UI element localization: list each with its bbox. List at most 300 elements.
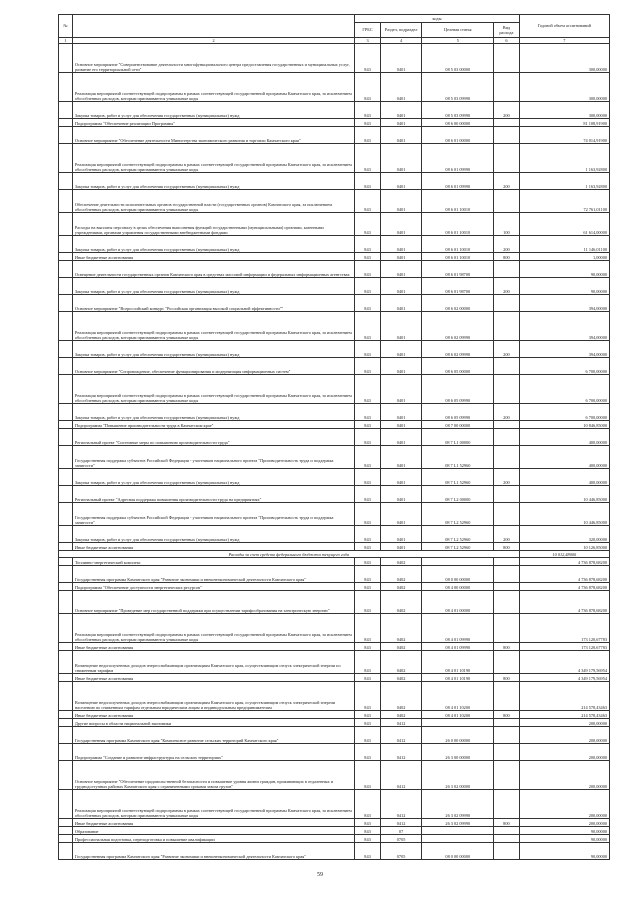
- table-row: [59, 526, 610, 543]
- row-grbs: 843: [355, 446, 380, 469]
- row-name: Основное мероприятие "Всероссийский конкурс "Российская организация высокой социальной эффективности"": [72, 295, 354, 312]
- row-num: [59, 446, 73, 469]
- header-num: №: [59, 15, 73, 38]
- row-name: Государственная программа Камчатского края "Развитие экономики и внешнеэкономической деятельности Камчатского края": [72, 566, 354, 583]
- row-grbs: 843: [355, 375, 380, 404]
- row-target-article: 08 4 01 09990: [422, 614, 494, 643]
- row-sum: 214 578,43463: [519, 711, 609, 719]
- row-num: [59, 591, 73, 614]
- table-row: [59, 711, 610, 719]
- row-grbs: 843: [355, 503, 380, 526]
- row-name: Основное мероприятие "Совершенствование деятельности многофункционального центра предоставления государственных и муниципальных услуг, развитие его территориальной сети": [72, 44, 354, 73]
- row-expense-type: [494, 790, 520, 819]
- row-num: [59, 682, 73, 711]
- row-razdel: 0402: [380, 558, 422, 566]
- row-razdel: 0401: [380, 144, 422, 173]
- row-grbs: 843: [355, 190, 380, 213]
- row-name: Иные бюджетные ассигнования: [72, 253, 354, 261]
- column-index: 1: [59, 38, 73, 44]
- row-sum: 200,00000: [519, 719, 609, 727]
- row-sum: 74 014,91900: [519, 127, 609, 144]
- row-sum: 173 120,67783: [519, 643, 609, 651]
- row-num: [59, 469, 73, 486]
- row-num: [59, 253, 73, 261]
- row-target-article: 08 4 00 00000: [422, 583, 494, 591]
- row-name: Возмещение недополученных доходов энергоснабжающим организациям Камчатского края, осуществляющим отпуск электрической энергии по сниженным тарифам: [72, 651, 354, 674]
- row-name: Подпрограмма "Создание и развитие инфраструктуры на сельских территориях": [72, 744, 354, 761]
- row-razdel: 0412: [380, 744, 422, 761]
- row-sum: 4 736 878,68200: [519, 583, 609, 591]
- row-expense-type: [494, 651, 520, 674]
- row-target-article: 08 6 01 10010: [422, 236, 494, 253]
- row-target-article: 08 6 01 10010: [422, 213, 494, 236]
- row-grbs: 843: [355, 421, 380, 429]
- row-razdel: 0401: [380, 253, 422, 261]
- row-expense-type: 200: [494, 102, 520, 119]
- row-razdel: 0402: [380, 614, 422, 643]
- row-target-article: 26 3 02 09990: [422, 819, 494, 827]
- table-row: [59, 835, 610, 843]
- table-row: [59, 119, 610, 127]
- row-grbs: 843: [355, 213, 380, 236]
- row-name: Другие вопросы в области национальной экономики: [72, 719, 354, 727]
- row-razdel: 0401: [380, 190, 422, 213]
- row-grbs: 843: [355, 835, 380, 843]
- row-sum: 4 736 878,68200: [519, 591, 609, 614]
- row-expense-type: 800: [494, 711, 520, 719]
- row-razdel: 0402: [380, 583, 422, 591]
- header-row-1: [59, 15, 610, 23]
- row-num: [59, 119, 73, 127]
- row-grbs: 843: [355, 253, 380, 261]
- table-row: [59, 719, 610, 727]
- row-target-article: 08 6 05 09990: [422, 375, 494, 404]
- row-razdel: 0401: [380, 421, 422, 429]
- row-target-article: 26 3 02 09990: [422, 790, 494, 819]
- row-razdel: 0412: [380, 761, 422, 790]
- row-expense-type: [494, 421, 520, 429]
- row-num: [59, 190, 73, 213]
- row-target-article: 08 6 01 98700: [422, 278, 494, 295]
- row-sum: 1,00000: [519, 253, 609, 261]
- row-expense-type: [494, 44, 520, 73]
- row-razdel: 0401: [380, 341, 422, 358]
- row-sum: 6 700,00000: [519, 358, 609, 375]
- row-expense-type: [494, 119, 520, 127]
- table-body: [59, 44, 610, 860]
- row-sum: 300,00000: [519, 73, 609, 102]
- row-grbs: 843: [355, 44, 380, 73]
- row-razdel: 0412: [380, 790, 422, 819]
- table-row: [59, 278, 610, 295]
- row-razdel: 0705: [380, 835, 422, 843]
- row-num: [59, 127, 73, 144]
- row-name: Иные бюджетные ассигнования: [72, 819, 354, 827]
- row-sum: 200,00000: [519, 744, 609, 761]
- row-target-article: 08 5 03 09990: [422, 102, 494, 119]
- row-target-article: [422, 558, 494, 566]
- row-num: [59, 278, 73, 295]
- row-sum: 394,00000: [519, 295, 609, 312]
- row-target-article: 08 7 L2 52960: [422, 526, 494, 543]
- row-expense-type: [494, 190, 520, 213]
- row-name: Подпрограмма "Обеспечение доступности энергетических ресурсов": [72, 583, 354, 591]
- row-expense-type: [494, 312, 520, 341]
- row-num: [59, 790, 73, 819]
- row-grbs: 843: [355, 236, 380, 253]
- row-grbs: 843: [355, 127, 380, 144]
- row-num: [59, 543, 73, 551]
- row-name: Иные бюджетные ассигнования: [72, 711, 354, 719]
- row-name: Иные бюджетные ассигнования: [72, 543, 354, 551]
- table-row: [59, 558, 610, 566]
- row-expense-type: [494, 429, 520, 446]
- row-num: [59, 719, 73, 727]
- row-grbs: 843: [355, 429, 380, 446]
- row-num: [59, 102, 73, 119]
- row-expense-type: [494, 375, 520, 404]
- row-grbs: 843: [355, 583, 380, 591]
- row-expense-type: 100: [494, 213, 520, 236]
- row-grbs: 843: [355, 526, 380, 543]
- table-row: [59, 404, 610, 421]
- row-num: [59, 375, 73, 404]
- row-expense-type: 200: [494, 173, 520, 190]
- row-name: Закупка товаров, работ и услуг для обеспечения государственных (муниципальных) нужд: [72, 102, 354, 119]
- row-target-article: 08 6 01 98700: [422, 261, 494, 278]
- row-expense-type: [494, 719, 520, 727]
- row-target-article: 26 3 00 00000: [422, 744, 494, 761]
- row-target-article: 08 7 L2 52960: [422, 503, 494, 526]
- row-name: Обеспечение деятельности исполнительных органов государственной власти (государственных органов) Камчатского края, за исключением обособленных расходов, которым присваиваются уникальные коды: [72, 190, 354, 213]
- table-row: [59, 643, 610, 651]
- row-target-article: 08 6 01 00000: [422, 127, 494, 144]
- header-cs: Целевая статья: [422, 23, 494, 38]
- row-grbs: 843: [355, 711, 380, 719]
- row-razdel: 0401: [380, 173, 422, 190]
- row-razdel: 0402: [380, 591, 422, 614]
- row-name: Образование: [72, 827, 354, 835]
- row-grbs: 843: [355, 469, 380, 486]
- row-num: [59, 835, 73, 843]
- row-razdel: 0402: [380, 643, 422, 651]
- header-sum: Годовой объем ассигнований: [519, 15, 609, 38]
- row-target-article: 08 4 01 10190: [422, 651, 494, 674]
- budget-page: [58, 14, 610, 860]
- table-row: [59, 236, 610, 253]
- budget-table: [58, 14, 610, 860]
- row-target-article: 26 3 02 00000: [422, 761, 494, 790]
- row-name: Иные бюджетные ассигнования: [72, 674, 354, 682]
- row-target-article: 08 4 01 09990: [422, 643, 494, 651]
- table-row: [59, 295, 610, 312]
- row-target-article: 08 4 01 10200: [422, 711, 494, 719]
- row-sum: 10 446,85000: [519, 486, 609, 503]
- table-row: [59, 583, 610, 591]
- row-name: Государственная программа Камчатского края "Развитие экономики и внешнеэкономической деятельности Камчатского края": [72, 843, 354, 860]
- row-num: [59, 358, 73, 375]
- row-expense-type: [494, 591, 520, 614]
- table-row: [59, 727, 610, 744]
- row-num: [59, 614, 73, 643]
- header-codes: коды: [355, 15, 519, 23]
- row-grbs: 843: [355, 643, 380, 651]
- row-sum: 400,00000: [519, 429, 609, 446]
- row-grbs: 843: [355, 278, 380, 295]
- row-grbs: 843: [355, 843, 380, 860]
- row-expense-type: 800: [494, 674, 520, 682]
- row-grbs: 843: [355, 73, 380, 102]
- row-target-article: 08 5 03 09990: [422, 73, 494, 102]
- row-expense-type: [494, 583, 520, 591]
- table-row: [59, 375, 610, 404]
- table-row: [59, 682, 610, 711]
- page-number: 59: [317, 872, 323, 878]
- header-razdel: Раздел, подраздел: [380, 23, 422, 38]
- table-row: [59, 591, 610, 614]
- row-expense-type: [494, 503, 520, 526]
- row-name: Основное мероприятие "Обеспечение продовольственной безопасности и повышение уровня жизни граждан, проживающих в отдаленных и труднодоступных районах Камчатского края с ограниченными сроками завоза грузов": [72, 761, 354, 790]
- row-name: Основное мероприятие "Проведение мер государственной поддержки при осуществлении тарифообразования на электрическую энергию": [72, 591, 354, 614]
- row-target-article: 08 7 L2 00000: [422, 486, 494, 503]
- row-razdel: 0401: [380, 127, 422, 144]
- row-razdel: 0412: [380, 727, 422, 744]
- row-target-article: 08 6 01 09990: [422, 173, 494, 190]
- row-grbs: 843: [355, 558, 380, 566]
- row-grbs: 843: [355, 119, 380, 127]
- row-razdel: 0402: [380, 711, 422, 719]
- row-grbs: 843: [355, 827, 380, 835]
- row-razdel: 0401: [380, 375, 422, 404]
- row-expense-type: [494, 614, 520, 643]
- row-name: Реализация мероприятий соответствующей подпрограммы в рамках соответствующей государственной программы Камчатского края, за исключением обособленных расходов, которым присваиваются уникальные коды: [72, 144, 354, 173]
- row-name: Подпрограмма "Повышение производительности труда в Камчатском крае": [72, 421, 354, 429]
- row-expense-type: [494, 761, 520, 790]
- table-row: [59, 102, 610, 119]
- row-sum: 90,00000: [519, 827, 609, 835]
- header-name: [72, 15, 354, 38]
- row-sum: 300,00000: [519, 102, 609, 119]
- table-row: [59, 761, 610, 790]
- row-num: [59, 827, 73, 835]
- row-target-article: [422, 827, 494, 835]
- table-row: [59, 674, 610, 682]
- row-num: [59, 261, 73, 278]
- row-target-article: 08 4 01 00000: [422, 591, 494, 614]
- row-razdel: 0401: [380, 73, 422, 102]
- row-razdel: 0402: [380, 674, 422, 682]
- row-num: [59, 674, 73, 682]
- row-sum: 4 349 179,56954: [519, 651, 609, 674]
- row-name: Государственная поддержка субъектов Российской Федерации - участников национального проекта "Производительность труда и поддержка занятости": [72, 503, 354, 526]
- row-target-article: [422, 835, 494, 843]
- row-sum: 81 108,91900: [519, 119, 609, 127]
- row-grbs: 843: [355, 682, 380, 711]
- row-target-article: 08 7 L1 52960: [422, 446, 494, 469]
- row-razdel: 0402: [380, 682, 422, 711]
- row-grbs: 843: [355, 261, 380, 278]
- row-razdel: 0401: [380, 312, 422, 341]
- row-grbs: 843: [355, 719, 380, 727]
- row-name: Реализация мероприятий соответствующей подпрограммы в рамках соответствующей государственной программы Камчатского края, за исключением обособленных расходов, которым присваиваются уникальные коды: [72, 790, 354, 819]
- table-row: [59, 843, 610, 860]
- table-row: [59, 651, 610, 674]
- row-num: [59, 744, 73, 761]
- table-row: [59, 566, 610, 583]
- row-grbs: 843: [355, 341, 380, 358]
- row-razdel: 0401: [380, 486, 422, 503]
- row-razdel: 0401: [380, 543, 422, 551]
- row-target-article: 08 4 01 10200: [422, 682, 494, 711]
- row-expense-type: [494, 843, 520, 860]
- table-row: [59, 312, 610, 341]
- row-name: Возмещение недополученных доходов энергоснабжающим организациям Камчатского края, осуществляющим отпуск электрической энергии населению по сниженным тарифам отдельным юридическим лицам и индивидуальным предпринимателям: [72, 682, 354, 711]
- row-grbs: 843: [355, 819, 380, 827]
- table-row: [59, 261, 610, 278]
- row-grbs: 843: [355, 102, 380, 119]
- row-sum: 11 146,01100: [519, 236, 609, 253]
- row-grbs: 843: [355, 744, 380, 761]
- row-num: [59, 404, 73, 421]
- row-name: Реализация мероприятий соответствующей подпрограммы в рамках соответствующей государственной программы Камчатского края, за исключением обособленных расходов, которым присваиваются уникальные коды: [72, 312, 354, 341]
- row-num: [59, 583, 73, 591]
- row-target-article: 08 6 01 09990: [422, 144, 494, 173]
- row-target-article: 08 7 00 00000: [422, 421, 494, 429]
- table-row: [59, 213, 610, 236]
- row-target-article: 08 6 00 00000: [422, 119, 494, 127]
- row-num: [59, 44, 73, 73]
- table-row: [59, 190, 610, 213]
- row-name: Региональный проект "Системные меры по повышению производительности труда": [72, 429, 354, 446]
- row-num: [59, 819, 73, 827]
- row-razdel: 0401: [380, 503, 422, 526]
- row-expense-type: 200: [494, 341, 520, 358]
- row-expense-type: 800: [494, 543, 520, 551]
- row-expense-type: [494, 558, 520, 566]
- row-target-article: 08 0 00 00000: [422, 843, 494, 860]
- row-expense-type: [494, 295, 520, 312]
- row-grbs: 843: [355, 727, 380, 744]
- row-sum: 4 736 878,68200: [519, 566, 609, 583]
- row-razdel: 0401: [380, 278, 422, 295]
- row-target-article: [422, 719, 494, 727]
- row-sum: 320,00000: [519, 526, 609, 543]
- row-num: [59, 236, 73, 253]
- row-name: Иные бюджетные ассигнования: [72, 643, 354, 651]
- row-sum: 10 846,85000: [519, 421, 609, 429]
- row-target-article: 08 7 L1 00000: [422, 429, 494, 446]
- row-sum: 1 163,92800: [519, 144, 609, 173]
- table-row: [59, 144, 610, 173]
- row-razdel: 0401: [380, 446, 422, 469]
- row-expense-type: [494, 261, 520, 278]
- row-sum: 4 349 179,56954: [519, 674, 609, 682]
- row-razdel: 07: [380, 827, 422, 835]
- row-sum: 200,00000: [519, 761, 609, 790]
- row-num: [59, 312, 73, 341]
- row-sum: 10 126,85000: [519, 543, 609, 551]
- row-razdel: 0401: [380, 119, 422, 127]
- row-name: Закупка товаров, работ и услуг для обеспечения государственных (муниципальных) нужд: [72, 173, 354, 190]
- table-row: [59, 503, 610, 526]
- row-razdel: 0401: [380, 404, 422, 421]
- row-grbs: 843: [355, 591, 380, 614]
- row-sum: 61 614,00000: [519, 213, 609, 236]
- row-target-article: 08 6 02 09990: [422, 341, 494, 358]
- row-grbs: 843: [355, 295, 380, 312]
- row-grbs: 843: [355, 790, 380, 819]
- row-expense-type: 200: [494, 278, 520, 295]
- table-row: [59, 173, 610, 190]
- row-name: Подпрограмма "Обеспечение реализации Программы": [72, 119, 354, 127]
- section-label: Расходы за счет средств федерального бюджета текущего года: [59, 551, 520, 558]
- column-index: 5: [422, 38, 494, 44]
- table-row: [59, 486, 610, 503]
- row-name: Закупка товаров, работ и услуг для обеспечения государственных (муниципальных) нужд: [72, 278, 354, 295]
- row-target-article: 08 4 01 10190: [422, 674, 494, 682]
- row-num: [59, 341, 73, 358]
- row-sum: 400,00000: [519, 446, 609, 469]
- row-sum: 1 163,92800: [519, 173, 609, 190]
- row-sum: 200,00000: [519, 790, 609, 819]
- row-num: [59, 73, 73, 102]
- row-target-article: 08 5 03 00000: [422, 44, 494, 73]
- section-sum: 10 012,48000: [519, 551, 609, 558]
- row-expense-type: [494, 446, 520, 469]
- column-index: 2: [72, 38, 354, 44]
- row-sum: 6 700,00000: [519, 375, 609, 404]
- row-expense-type: [494, 835, 520, 843]
- row-razdel: 0402: [380, 651, 422, 674]
- table-row: [59, 73, 610, 102]
- row-sum: 4 736 878,68200: [519, 558, 609, 566]
- row-num: [59, 421, 73, 429]
- row-expense-type: [494, 127, 520, 144]
- row-grbs: 843: [355, 486, 380, 503]
- row-expense-type: [494, 144, 520, 173]
- table-row: [59, 819, 610, 827]
- row-sum: 214 578,43463: [519, 682, 609, 711]
- row-num: [59, 643, 73, 651]
- row-target-article: 08 6 02 00000: [422, 295, 494, 312]
- row-target-article: 08 6 02 09990: [422, 312, 494, 341]
- row-num: [59, 486, 73, 503]
- row-name: Расходы на выплаты персоналу в целях обеспечения выполнения функций государственными (муниципальными) органами, казенными учреждениями, органами управления государственными внебюджетными фондами: [72, 213, 354, 236]
- row-num: [59, 144, 73, 173]
- row-razdel: 0401: [380, 469, 422, 486]
- row-grbs: 843: [355, 674, 380, 682]
- column-index: 7: [519, 38, 609, 44]
- row-expense-type: [494, 727, 520, 744]
- row-target-article: 26 0 00 00000: [422, 727, 494, 744]
- table-row: [59, 341, 610, 358]
- row-sum: 200,00000: [519, 819, 609, 827]
- row-name: Закупка товаров, работ и услуг для обеспечения государственных (муниципальных) нужд: [72, 526, 354, 543]
- table-row: [59, 358, 610, 375]
- row-num: [59, 429, 73, 446]
- row-grbs: 843: [355, 358, 380, 375]
- row-sum: 400,00000: [519, 469, 609, 486]
- row-grbs: 843: [355, 173, 380, 190]
- row-target-article: 08 6 01 10010: [422, 253, 494, 261]
- row-num: [59, 711, 73, 719]
- row-name: Топливно-энергетический комплекс: [72, 558, 354, 566]
- row-sum: 200,00000: [519, 727, 609, 744]
- row-name: Реализация мероприятий соответствующей подпрограммы в рамках соответствующей государственной программы Камчатского края, за исключением обособленных расходов, которым присваиваются уникальные коды: [72, 614, 354, 643]
- header-grbs: ГРБС: [355, 23, 380, 38]
- row-name: Реализация мероприятий соответствующей подпрограммы в рамках соответствующей государственной программы Камчатского края, за исключением обособленных расходов, которым присваиваются уникальные коды: [72, 375, 354, 404]
- table-row: [59, 127, 610, 144]
